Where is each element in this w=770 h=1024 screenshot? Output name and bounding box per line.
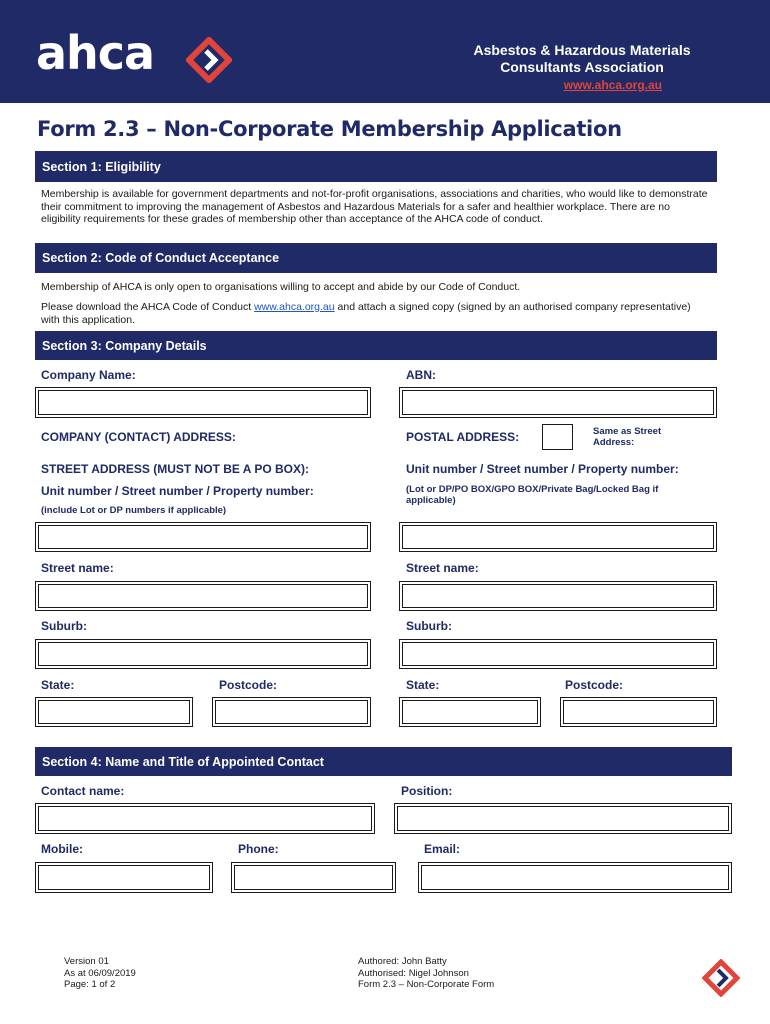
eligibility-text: Membership is available for government departments and not-for-profit organisations, associations and charities, who would like to demonstrate their commitment to improving the management of Asbestos and Hazardous Materials for a safer and healthier workplace. There are no eligibility requirements for these grades of membership other than acceptance of the AHCA code of conduct. <box>41 188 708 225</box>
state-input[interactable] <box>35 697 193 727</box>
download-text-after: and attach a signed copy (signed by an authorised company representative) with this application. <box>41 301 691 326</box>
abn-input[interactable] <box>399 387 717 418</box>
footer-version-block <box>64 956 136 991</box>
postal-state-label: State: <box>406 678 440 692</box>
company-name-label: Company Name: <box>41 368 136 382</box>
email-label: Email: <box>424 842 461 856</box>
email-input[interactable] <box>418 862 732 893</box>
company-address-label: COMPANY (CONTACT) ADDRESS: <box>41 430 236 444</box>
mobile-input[interactable] <box>35 862 213 893</box>
section1-heading: Section 1: Eligibility <box>35 151 717 182</box>
section4-heading: Section 4: Name and Title of Appointed Contact <box>35 747 732 776</box>
contact-name-input[interactable] <box>35 803 375 834</box>
contact-name-label: Contact name: <box>41 784 125 798</box>
suburb-label: Suburb: <box>41 619 87 633</box>
section3-heading: Section 3: Company Details <box>35 331 717 360</box>
footer-authors-block <box>358 956 494 991</box>
postal-postcode-label: Postcode: <box>565 678 624 692</box>
footer-version: Version 01 <box>64 956 109 967</box>
ahca-logo-text: ahca <box>36 26 155 80</box>
street-address-label: STREET ADDRESS (MUST NOT BE A PO BOX): <box>41 462 310 476</box>
street-name-label: Street name: <box>41 561 114 575</box>
postal-unit-label: Unit number / Street number / Property number: <box>406 462 679 476</box>
postcode-input[interactable] <box>212 697 371 727</box>
suburb-input[interactable] <box>35 639 371 669</box>
org-name-line1: Asbestos & Hazardous Materials <box>473 42 691 58</box>
footer-date: As at 06/09/2019 <box>64 967 136 979</box>
org-name-line2: Consultants Association <box>500 59 664 75</box>
footer-authored: Authored: John Batty <box>358 956 447 967</box>
postal-street-name-label: Street name: <box>406 561 479 575</box>
footer-authorised: Authorised: Nigel Johnson <box>358 967 469 979</box>
postal-suburb-label: Suburb: <box>406 619 452 633</box>
same-as-street-label: Same as Street Address: <box>593 426 662 448</box>
postcode-label: Postcode: <box>219 678 278 692</box>
organisation-name <box>432 42 732 76</box>
position-label: Position: <box>401 784 453 798</box>
website-link[interactable]: www.ahca.org.au <box>563 78 662 92</box>
street-unit-note: (include Lot or DP numbers if applicable) <box>41 505 227 516</box>
street-name-input[interactable] <box>35 581 371 611</box>
postal-unit-note: (Lot or DP/PO BOX/GPO BOX/Private Bag/Locked Bag if applicable) <box>406 484 659 506</box>
download-text-before: Please download the AHCA Code of Conduct <box>41 301 255 313</box>
section2-heading: Section 2: Code of Conduct Acceptance <box>35 243 717 273</box>
company-name-input[interactable] <box>35 387 371 418</box>
abn-label: ABN: <box>406 368 436 382</box>
phone-input[interactable] <box>231 862 396 893</box>
postal-address-label: POSTAL ADDRESS: <box>406 430 520 444</box>
code-of-conduct-text: Membership of AHCA is only open to organisations willing to accept and abide by our Code of Conduct. <box>41 281 521 293</box>
diamond-chevron-icon <box>186 37 232 83</box>
page-header <box>0 0 770 103</box>
mobile-label: Mobile: <box>41 842 83 856</box>
postal-street-name-input[interactable] <box>399 581 717 611</box>
footer-logo-icon <box>702 959 740 997</box>
street-unit-input[interactable] <box>35 522 371 552</box>
state-label: State: <box>41 678 75 692</box>
postal-postcode-input[interactable] <box>560 697 717 727</box>
footer-page-number: Page: 1 of 2 <box>64 979 116 990</box>
postal-suburb-input[interactable] <box>399 639 717 669</box>
position-input[interactable] <box>394 803 732 834</box>
postal-state-input[interactable] <box>399 697 541 727</box>
phone-label: Phone: <box>238 842 279 856</box>
form-title: Form 2.3 – Non-Corporate Membership Application <box>37 117 622 141</box>
code-of-conduct-link[interactable]: www.ahca.org.au <box>254 301 335 313</box>
code-of-conduct-download-text <box>41 301 711 326</box>
postal-unit-input[interactable] <box>399 522 717 552</box>
footer-form-name: Form 2.3 – Non-Corporate Form <box>358 979 495 990</box>
same-as-street-checkbox[interactable] <box>542 424 573 450</box>
street-unit-label: Unit number / Street number / Property number: <box>41 484 314 498</box>
